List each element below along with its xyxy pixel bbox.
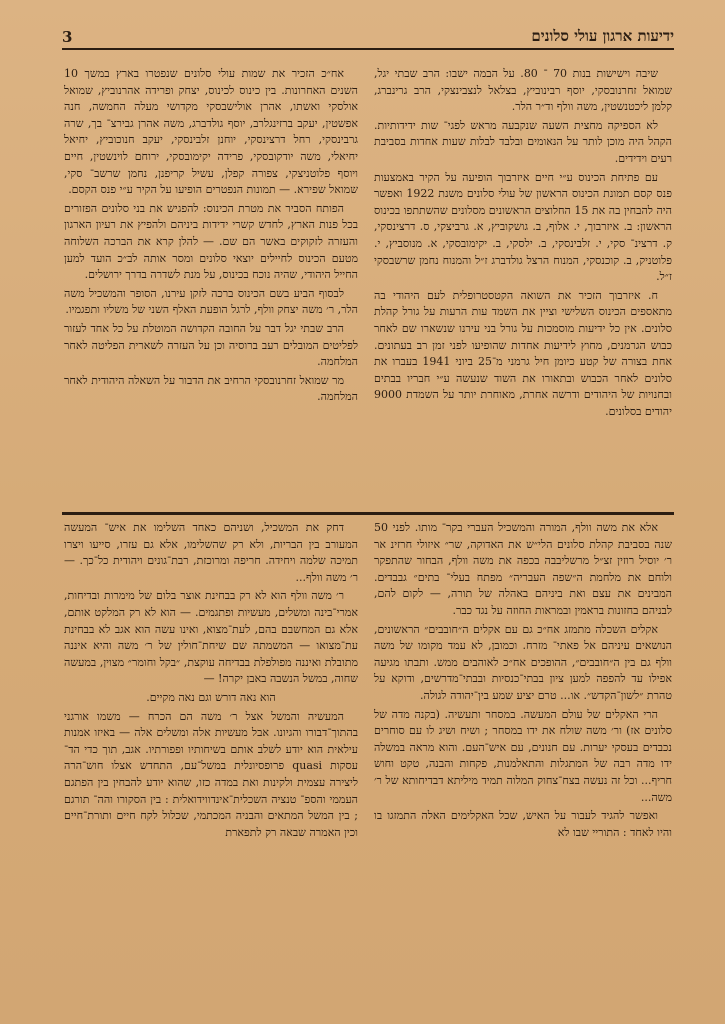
paragraph: עם פתיחת הכינוס ע״י חיים איזרבוך הופיעה על הקיר באמצעות פנס קסם תמונת הכינוס הראשון של עולי סלונים משנת 1922 ואפשר היה להבחין בה את 15 החלוצים הראשונים מסלונים שהשתתפו בכינוס הראשון: ב. איזרבוך, י. אלוף, ב. גושקוביץ, א. גרביצקי, ס. דרצינסקי, ק. דרצינ־ סקי, י. זלבינסקי, ב. ילסקי, ב. יקימובסקי, א. מנוסביץ, י. פלוטניק, ב. קוכנסקי, המנוח הרצל גולדברג ז״ל והמנוח נחמן שרשבסקי ז״ל. — [374, 170, 672, 284]
paragraph: אלא את משה וולף, המורה והמשכיל העברי בקר־ מותו. לפני 50 שנה בסביבת קהלת סלונים הלי״ש את האדוקה, שר״ איזולי חרזינ אר ר׳ יוסיל רוזין זצ״ל מרשליבבה בכפה את משה וולף, הבחור שהתפקר ולוחם את מלחמת ה״שפה העבריה״ מפתח בעלי־ בתים״ גבבדים. המבינים את עצם ואת ביניהם באהלה של תורה, — לקום להם, לבניהם בחזונות בראמין ובמראות החוזה על נגד כבר. — [374, 521, 672, 617]
paragraph: המעשיה והמשל אצל ר׳ משה הם הכרח — משמו אורגני בהתוך־דבורו והגיונו. אבל מעשיות אלה ומשלים אלה — באיזו אמנות עילאית הוא יודע לשלב אותם בשיחותיו ופפורתיו. אגב, תוך כדי הד־ עסקות quasi פרופסיונלית במשל־עם, התחדש אצלו חוש־הרה ליצירה עצמית ולקינות ואת במדה כזו, שהוא יודע להבחין בין הפתגם העממי והספ־ טנציה השכלית־אינדווידואלית : בין הסקורו והה־ תורגם ; בין המשל המתאים והבניה המכתמי, שכלול לקח חיים ותורת־חיים וכין האמרה שבאה רק לתפארת — [64, 709, 358, 839]
paragraph: ר׳ משה וולף הוא לא רק בבחינת אוצר בלום של מימרות ובדיחות, אמרי־בינה ומשלים, מעשיות ופתגמים. — הוא לא רק המלקט אותם, אלא גם המחשבם בהם, לעת־מצוא, ואינו עשה הוא אגב לא בבחינת עת־מצואו — המשמתה שם שיחת־חולין של ר׳ משה והיא איננה מתובלת ואיננה מפולפלת בבדיחה עוקצת, ״בקל וחומר״ מצוין, במעשה שחוה, במשל הנשבה באבן יקרה! — — [64, 589, 358, 686]
paragraph: מר שמואל זחרנובסקי הרחיב את הדבור על השאלה היהודית לאחר המלחמה. — [64, 373, 358, 404]
paragraph: שיבה וישישות בנות 70 ־ 80. על הבמה ישבו: הרב שבתי יגל, שמואל זחרנובסקי, יוסף רבינוביץ, בצלאל לנצבינצקי, הרב גרינברג, קלמן ליכטנשטין, משה וולף וד״ר הלר. — [374, 67, 672, 114]
header-rule — [62, 48, 674, 50]
paragraph: הרי האקלים של עולם המעשה. במסחר ותעשיה. (בקנה מדה של סלונים אז) ור׳ משה שולח את ידו במסחר ; ושיח ושיג לו עם סוחרים נכבדים בעסקי יערות. עם חנונים, עם איש־העם. והוא מראה במשלה ידו מדה רבה של המתגלות והתאלמנות, פקחות והבנה, טקט וחוש חריף... וכל זה נעשה בצח־צחוק המלוה תמיד מיליתא דבדיחותא של ר׳ משה... — [374, 707, 672, 804]
column-top-left — [64, 66, 358, 502]
masthead-title: ידיעות ארגון עולי סלונים — [531, 27, 674, 45]
paragraph: הרב שבתי יגל דבר על החובה הקדושה המוטלת על כל אחד לעזור לפליטים המובלים רעב ברוסיה וכן על העזרה לשארית הפליטה לאחר המלחמה. — [64, 321, 358, 369]
paragraph: לא הספיקה מחצית השעה שנקבעה מראש לפגי־ שות ידידותיות. הקהל היה מוכן לותר על הנאומים ובלבד לבלות שעות אחדות בסביבת רעים וידידים. — [374, 118, 672, 165]
section-divider — [62, 512, 674, 515]
page-number: 3 — [62, 28, 73, 46]
column-bottom-left — [64, 520, 358, 1014]
paragraph: אקלים השכלה מתמזג אח״כ גם עם אקלים ה״חובבים״ הראשונים, הנושאים עיניהם אל פאתי־ מזרח. וכמובן, לא עמד מקומו של משה וולף גם בין ה״חובבים״, ההופכים אח״כ לאוהבים ממש. ותבתו מגיעה אפילו עד להפפה למען ציון בבתי־כנסיות ובבתי־מדרשים, ודוקא על טהרת ״לשון־הקדש״. או... טרם יציע שמע בין־יהודה לגולה. — [374, 622, 672, 702]
paragraph: לבסוף הביע בשם הכינוס ברכה לזקן עירנו, הסופר והמשכיל משה הלר, ר׳ משה יצחק וולף, לרגל הופעת האלף השני של משליו ותפגמיו. — [64, 286, 358, 317]
paragraph: ואפשר להגיד לעבור על האיש, שכל האקלימים האלה התמזגו בו והיו לאחד : התוריי שבו לא — [374, 809, 672, 839]
paragraph: הוא נאה דורש וגם נאה מקיים. — [146, 690, 276, 704]
paragraph: דחק את המשכיל, ושניהם כאחד השלימו את איש־ המעשה המעורב בין הבריות, ולא רק שהשלימו, אלא גם עזרו, סייעו ויצרו תמיכה שלמה ויחידה. חריפה ומרוכזת, רבת־גונים ויהודית כל־כך. — ר׳ משה וולף... — [64, 521, 358, 584]
column-top-right — [374, 66, 672, 502]
paragraph: ח. איזרבוך הזכיר את השואה הקטסטרופלית לעם היהודי בה מתאספים הכינוס השלישי וציין את השמד עות הרעות על גורל קהלת סלונים. אין כל ידיעות מוסמכות על גורל בני עירנו שנשארו שם לאחר כבוש הגרמנים, מחוץ לידיעות אחדות שהופיעו לפני זמן רב בעתונים. אחת בצורה של קטע כיומן חיל גרמני מ־25 ביוני 1941 בעברו את סלונים לאחר הכבוש ובתאורו את השוד שנעשה ע״י חבריו בבתים ובחנויות של היהודים ודרשה אחרת, מאוחרת יותר על השמדת 9000 יהודים בסלונים. — [374, 288, 672, 418]
paragraph: הפותח הסביר את מטרת הכינוס: להפגיש את בני סלונים הפזורים בכל פנות הארץ, לחדש קשרי ידידות ביניהם ולהפיץ את רעיון הארגון והעזרה לזקוקים באשר הם שם. — להלן קרא את הברכה השלוחה מטעם הכינוס לחיילים יוצאי סלונים ומסר אותה לב״כ הועד למען החייל היהודי, שהיה נוכח בכינוס, על מנת לשדרה בדרך ירושלים. — [64, 201, 358, 282]
paragraph: אח״כ הזכיר את שמות עולי סלונים שנפטרו בארץ במשך 10 השנים האחרונות. בין כינוס לכינוס, יצחק ופרידה אהרנוביץ, שמואל אולסקי ואשתו, אהרן אולישבסקי מקדושי מעלה החמשה, חנה אפשטין, יעקב ברזינגלרב, יוסף גולדברג, משה אהרן גבירצ־ בך, שרה גרבינסקי, רחל דרצינסקי, יוחנן זלבינסקי, יעקב חנוכוביץ, יחיאל יחיאלי, משה יודקובסקי, פרידה יקימובסקי, ירוחם לוינשטין, חיים ויוסף פלוטניצקי, צפורה קפלן, עשיל קריפנן, נחמן שרשב־ סקי, שמואל שפירא. — תמונות הנפטרים הופיעו על הקיר ע״י פנס הקסם. — [64, 67, 358, 197]
column-bottom-right — [374, 520, 672, 1014]
page-header — [62, 26, 674, 46]
